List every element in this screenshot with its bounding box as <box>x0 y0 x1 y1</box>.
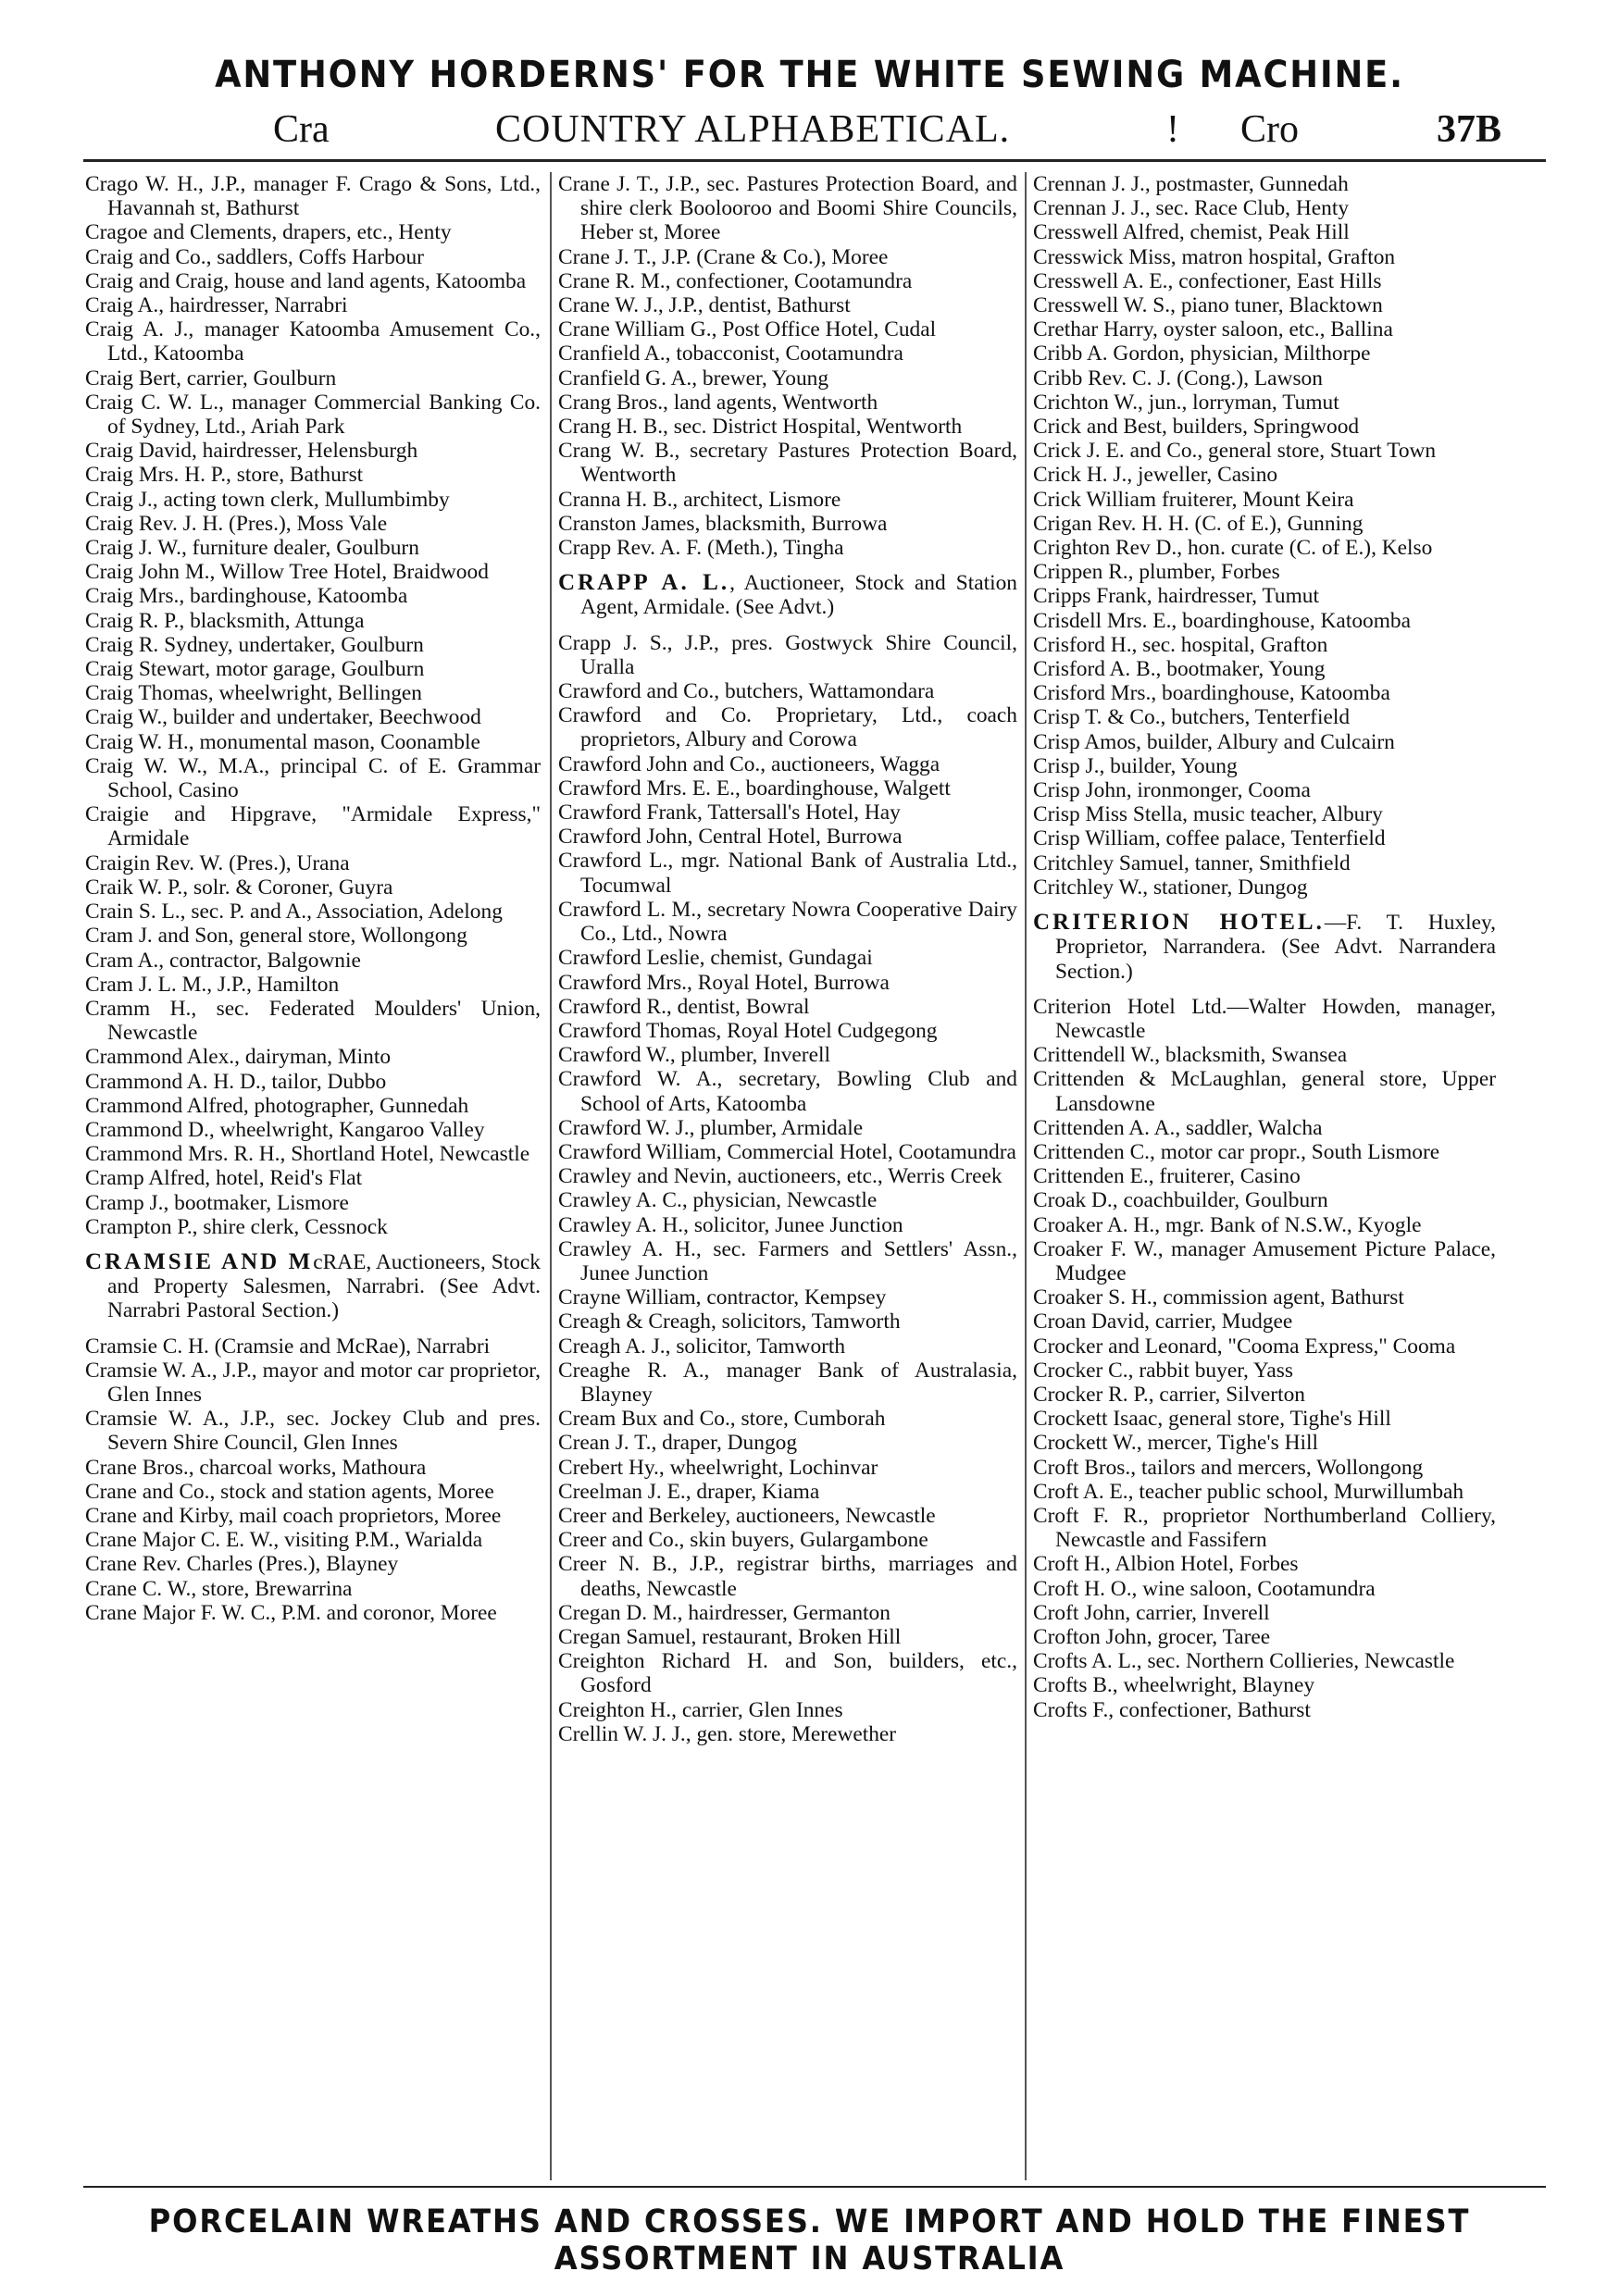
directory-entry: Crick H. J., jeweller, Casino <box>1033 463 1278 488</box>
directory-entry: Cranna H. B., architect, Lismore <box>558 487 841 512</box>
directory-entry: Creighton H., carrier, Glen Innes <box>558 1697 843 1722</box>
directory-entry: Crawford L. M., secretary Nowra Cooperative Dairy Co., Ltd., Nowra <box>558 897 1017 947</box>
directory-entry: Critchley W., stationer, Dungog <box>1033 875 1308 900</box>
directory-entry: Crane Major C. E. W., visiting P.M., Warialda <box>85 1528 483 1553</box>
directory-entry: Crittendell W., blacksmith, Swansea <box>1033 1043 1348 1068</box>
directory-entry: Crawley A. H., solicitor, Junee Junction <box>558 1212 903 1237</box>
directory-entry: Crane Major F. W. C., P.M. and coronor, Moree <box>85 1600 497 1625</box>
directory-entry: Crago W. H., J.P., manager F. Crago & Sons, Ltd., Havannah st, Bathurst <box>85 172 541 221</box>
column-divider <box>550 172 552 2180</box>
directory-entry: Crofts B., wheelwright, Blayney <box>1033 1673 1315 1698</box>
directory-entry: Crick and Best, builders, Springwood <box>1033 415 1360 440</box>
directory-entry: Crane W. J., J.P., dentist, Bathurst <box>558 293 851 318</box>
directory-entry: Crang W. B., secretary Pastures Protection Board, Wentworth <box>558 439 1017 488</box>
directory-entry: Crocker and Leonard, "Cooma Express," Cooma <box>1033 1334 1456 1359</box>
directory-entry: Craig John M., Willow Tree Hotel, Braidwood <box>85 560 489 585</box>
directory-entry: Crighton Rev D., hon. curate (C. of E.), Kelso <box>1033 536 1433 561</box>
directory-entry: Crennan J. J., sec. Race Club, Henty <box>1033 196 1350 221</box>
directory-entry: Cregan D. M., hairdresser, Germanton <box>558 1600 890 1625</box>
directory-entry: Cramp J., bootmaker, Lismore <box>85 1190 349 1215</box>
directory-entry: Crawford Frank, Tattersall's Hotel, Hay <box>558 800 901 825</box>
directory-entry: Croaker F. W., manager Amusement Picture Palace, Mudgee <box>1033 1236 1496 1285</box>
directory-entry: Cramp Alfred, hotel, Reid's Flat <box>85 1166 363 1191</box>
directory-entry: Crammond Alfred, photographer, Gunnedah <box>85 1093 469 1118</box>
directory-entry: Creer and Co., skin buyers, Gulargambone <box>558 1528 928 1553</box>
directory-entry: Cragoe and Clements, drapers, etc., Henty <box>85 220 452 245</box>
directory-entry: Crane J. T., J.P. (Crane & Co.), Moree <box>558 244 889 269</box>
directory-entry: Crane Rev. Charles (Pres.), Blayney <box>85 1552 399 1577</box>
directory-entry: Crang Bros., land agents, Wentworth <box>558 390 878 415</box>
directory-entry: Crane William G., Post Office Hotel, Cudal <box>558 317 937 342</box>
directory-entry: Cram A., contractor, Balgownie <box>85 948 361 973</box>
directory-entry: Crisp Miss Stella, music teacher, Albury <box>1033 802 1383 827</box>
directory-entry: Craig J., acting town clerk, Mullumbimby <box>85 487 450 512</box>
directory-entry: Crick William fruiterer, Mount Keira <box>1033 487 1354 512</box>
header-range-end: Cro <box>1240 108 1299 151</box>
directory-entry: Crisp Amos, builder, Albury and Culcairn <box>1033 729 1395 754</box>
directory-entry: Cresswell A. E., confectioner, East Hills <box>1033 268 1382 293</box>
directory-entry: Croak D., coachbuilder, Goulburn <box>1033 1188 1328 1213</box>
directory-entry: Craigie and Hipgrave, "Armidale Express," Armidale <box>85 802 541 851</box>
directory-entry: Creighton Richard H. and Son, builders, etc., Gosford <box>558 1649 1017 1698</box>
header-rule <box>83 159 1546 162</box>
directory-entry: Croft H., Albion Hotel, Forbes <box>1033 1552 1299 1577</box>
directory-entry: Crick J. E. and Co., general store, Stuart Town <box>1033 439 1437 464</box>
directory-entry: Crawford Mrs. E. E., boardinghouse, Walgett <box>558 776 951 800</box>
directory-entry: Creaghe R. A., manager Bank of Australasia, Blayney <box>558 1358 1017 1407</box>
directory-entry: Croft H. O., wine saloon, Cootamundra <box>1033 1576 1376 1601</box>
directory-entry: Crofton John, grocer, Taree <box>1033 1624 1271 1649</box>
directory-entry: Craig Mrs. H. P., store, Bathurst <box>85 463 364 488</box>
directory-entry: Crapp Rev. A. F. (Meth.), Tingha <box>558 536 844 561</box>
directory-entry: Crocker R. P., carrier, Silverton <box>1033 1382 1305 1407</box>
directory-entry: Craig A., hairdresser, Narrabri <box>85 293 348 318</box>
directory-entry: CRITERION HOTEL.—F. T. Huxley, Proprietor, Narrandera. (See Advt. Narrandera Section.) <box>1033 910 1496 984</box>
entry-name-bold: CRAMSIE AND M <box>85 1248 314 1274</box>
directory-entry: Craig Thomas, wheelwright, Bellingen <box>85 681 423 706</box>
directory-entry: Craigin Rev. W. (Pres.), Urana <box>85 850 350 875</box>
directory-entry: Crawford Thomas, Royal Hotel Cudgegong <box>558 1018 938 1043</box>
directory-entry: Craig W. H., monumental mason, Coonamble <box>85 729 480 754</box>
directory-entry: Craik W. P., solr. & Coroner, Guyra <box>85 875 393 900</box>
directory-entry: Craig David, hairdresser, Helensburgh <box>85 439 418 464</box>
directory-entry: Cranston James, blacksmith, Burrowa <box>558 511 888 536</box>
directory-entry: Crisp John, ironmonger, Cooma <box>1033 778 1311 803</box>
directory-entry: Cripps Frank, hairdresser, Tumut <box>1033 584 1319 609</box>
bottom-advertisement-banner: PORCELAIN WREATHS AND CROSSES. WE IMPORT AND HOLD THE FINEST ASSORTMENT IN AUSTRALIA <box>148 2203 1471 2277</box>
directory-entry: Cribb A. Gordon, physician, Milthorpe <box>1033 341 1371 366</box>
directory-entry: Crellin W. J. J., gen. store, Merewether <box>558 1721 897 1746</box>
directory-entry: Crane R. M., confectioner, Cootamundra <box>558 268 913 293</box>
directory-entry: Croft A. E., teacher public school, Murwillumbah <box>1033 1479 1464 1504</box>
directory-entry: Crennan J. J., postmaster, Gunnedah <box>1033 172 1349 196</box>
directory-entry: Crawford Leslie, chemist, Gundagai <box>558 946 873 971</box>
directory-entry: Crofts F., confectioner, Bathurst <box>1033 1697 1311 1722</box>
directory-entry: Crockett Isaac, general store, Tighe's Hill <box>1033 1407 1391 1432</box>
directory-entry: Craig and Craig, house and land agents, Katoomba <box>85 268 527 293</box>
directory-entry: Crisp T. & Co., butchers, Tenterfield <box>1033 705 1351 730</box>
directory-entry: Crittenden C., motor car propr., South Lismore <box>1033 1139 1440 1164</box>
header-range-start: Cra <box>273 108 330 151</box>
directory-entry: Crawford R., dentist, Bowral <box>558 994 810 1019</box>
page-header <box>83 107 1555 159</box>
directory-entry: Cregan Samuel, restaurant, Broken Hill <box>558 1624 902 1649</box>
directory-entry: Cresswell W. S., piano tuner, Blacktown <box>1033 293 1383 318</box>
directory-entry: Crayne William, contractor, Kempsey <box>558 1285 887 1310</box>
directory-entry: Craig R. P., blacksmith, Attunga <box>85 608 365 633</box>
directory-entry: Crawford Mrs., Royal Hotel, Burrowa <box>558 970 890 995</box>
directory-entry: Crichton W., jun., lorryman, Tumut <box>1033 390 1339 415</box>
directory-entry: Crean J. T., draper, Dungog <box>558 1431 798 1456</box>
directory-entry: Crisford H., sec. hospital, Grafton <box>1033 632 1328 657</box>
footer-rule <box>83 2186 1546 2188</box>
directory-entry: Craig W., builder and undertaker, Beechwood <box>85 705 481 730</box>
directory-entry: CRAMSIE AND McRAE, Auctioneers, Stock and Property Salesmen, Narrabri. (See Advt. Narrabri Pastoral Section.) <box>85 1248 541 1323</box>
directory-entry: Crawford L., mgr. National Bank of Australia Ltd., Tocumwal <box>558 849 1017 898</box>
directory-entry: Crane and Co., stock and station agents, Moree <box>85 1479 494 1504</box>
directory-entry: Crammond D., wheelwright, Kangaroo Valley <box>85 1117 485 1142</box>
directory-entry: Crawley and Nevin, auctioneers, etc., Werris Creek <box>558 1164 1003 1189</box>
directory-entry: Crane J. T., J.P., sec. Pastures Protection Board, and shire clerk Boolooroo and Boomi Shire Councils, Heber st, Moree <box>558 172 1017 245</box>
directory-column-1 <box>85 172 541 2180</box>
directory-entry: Craig C. W. L., manager Commercial Banking Co. of Sydney, Ltd., Ariah Park <box>85 390 541 440</box>
directory-entry: Crigan Rev. H. H. (C. of E.), Gunning <box>1033 511 1364 536</box>
directory-column-3 <box>1033 172 1496 2180</box>
page-number: 37B <box>1437 108 1502 151</box>
directory-entry: Crane C. W., store, Brewarrina <box>85 1576 353 1601</box>
directory-entry: Crittenden E., fruiterer, Casino <box>1033 1164 1301 1189</box>
directory-entry: Creagh & Creagh, solicitors, Tamworth <box>558 1309 901 1334</box>
directory-column-2 <box>558 172 1017 2180</box>
directory-entry: Cramsie C. H. (Cramsie and McRae), Narrabri <box>85 1334 491 1359</box>
directory-entry: Crawley A. C., physician, Newcastle <box>558 1188 878 1213</box>
directory-entry: Cramsie W. A., J.P., sec. Jockey Club and pres. Severn Shire Council, Glen Innes <box>85 1407 541 1456</box>
header-mark: ! <box>1166 108 1179 151</box>
directory-entry: Crawford and Co., butchers, Wattamondara <box>558 679 935 704</box>
directory-entry: Crawford William, Commercial Hotel, Cootamundra <box>558 1139 1016 1164</box>
directory-entry: Crawford W. J., plumber, Armidale <box>558 1115 864 1140</box>
directory-entry: Creagh A. J., solicitor, Tamworth <box>558 1334 846 1359</box>
directory-entry: Crockett W., mercer, Tighe's Hill <box>1033 1431 1318 1456</box>
top-advertisement-banner: ANTHONY HORDERNS' FOR THE WHITE SEWING MACHINE. <box>215 54 1404 96</box>
directory-entry: Cram J. and Son, general store, Wollongong <box>85 924 467 949</box>
directory-entry: Creelman J. E., draper, Kiama <box>558 1479 820 1504</box>
directory-entry: Crawford John and Co., auctioneers, Wagga <box>558 751 940 776</box>
directory-entry: Craig Stewart, motor garage, Goulburn <box>85 657 425 682</box>
directory-entry: Crawford and Co. Proprietary, Ltd., coach proprietors, Albury and Corowa <box>558 703 1017 752</box>
directory-entry: Croft F. R., proprietor Northumberland Colliery, Newcastle and Fassifern <box>1033 1503 1496 1553</box>
directory-entry: Crammond A. H. D., tailor, Dubbo <box>85 1069 387 1094</box>
directory-entry: Crawley A. H., sec. Farmers and Settlers' Assn., Junee Junction <box>558 1236 1017 1285</box>
directory-entry: Crammond Alex., dairyman, Minto <box>85 1045 392 1070</box>
directory-entry: Crammond Mrs. R. H., Shortland Hotel, Newcastle <box>85 1142 530 1167</box>
column-divider <box>1025 172 1027 2180</box>
directory-entry: Crisford Mrs., boardinghouse, Katoomba <box>1033 681 1390 706</box>
entry-name-bold: CRAPP A. L. <box>558 570 730 596</box>
directory-entry: Crapp J. S., J.P., pres. Gostwyck Shire Council, Uralla <box>558 630 1017 679</box>
directory-entry: Cramm H., sec. Federated Moulders' Union, Newcastle <box>85 996 541 1046</box>
directory-entry: Crisford A. B., bootmaker, Young <box>1033 657 1326 682</box>
directory-entry: Crisp J., builder, Young <box>1033 753 1238 778</box>
directory-entry: Cranfield G. A., brewer, Young <box>558 366 829 391</box>
directory-entry: Critchley Samuel, tanner, Smithfield <box>1033 850 1351 875</box>
directory-entry: CRAPP A. L., Auctioneer, Stock and Station Agent, Armidale. (See Advt.) <box>558 570 1017 620</box>
directory-entry: Cramsie W. A., J.P., mayor and motor car proprietor, Glen Innes <box>85 1358 541 1407</box>
directory-entry: Crethar Harry, oyster saloon, etc., Ballina <box>1033 317 1393 342</box>
directory-entry: Criterion Hotel Ltd.—Walter Howden, manager, Newcastle <box>1033 994 1496 1043</box>
directory-entry: Craig Bert, carrier, Goulburn <box>85 366 337 391</box>
directory-entry: Crawford John, Central Hotel, Burrowa <box>558 825 903 850</box>
directory-entry: Cranfield A., tobacconist, Cootamundra <box>558 341 903 366</box>
directory-entry: Crittenden & McLaughlan, general store, Upper Lansdowne <box>1033 1067 1496 1116</box>
entry-name-bold: CRITERION HOTEL. <box>1033 910 1325 936</box>
directory-entry: Croaker A. H., mgr. Bank of N.S.W., Kyogle <box>1033 1212 1422 1237</box>
directory-entry: Crippen R., plumber, Forbes <box>1033 560 1280 585</box>
directory-entry: Creer N. B., J.P., registrar births, marriages and deaths, Newcastle <box>558 1552 1017 1601</box>
directory-entry: Cream Bux and Co., store, Cumborah <box>558 1407 886 1432</box>
directory-entry: Craig Mrs., bardinghouse, Katoomba <box>85 584 408 609</box>
directory-entry: Crebert Hy., wheelwright, Lochinvar <box>558 1455 878 1480</box>
directory-entry: Cresswell Alfred, chemist, Peak Hill <box>1033 220 1350 245</box>
directory-entry: Craig R. Sydney, undertaker, Goulburn <box>85 632 424 657</box>
directory-entry: Cribb Rev. C. J. (Cong.), Lawson <box>1033 366 1323 391</box>
directory-entry: Creer and Berkeley, auctioneers, Newcastle <box>558 1503 936 1528</box>
directory-entry: Croft John, carrier, Inverell <box>1033 1600 1270 1625</box>
directory-entry: Craig and Co., saddlers, Coffs Harbour <box>85 244 424 269</box>
directory-entry: Craig J. W., furniture dealer, Goulburn <box>85 536 419 561</box>
page-title: COUNTRY ALPHABETICAL. <box>495 108 1011 151</box>
directory-entry: Crain S. L., sec. P. and A., Association, Adelong <box>85 900 503 925</box>
directory-entry: Crocker C., rabbit buyer, Yass <box>1033 1358 1294 1383</box>
directory-entry: Crisp William, coffee palace, Tenterfield <box>1033 826 1386 851</box>
directory-entry: Craig A. J., manager Katoomba Amusement Co., Ltd., Katoomba <box>85 317 541 366</box>
directory-entry: Cram J. L. M., J.P., Hamilton <box>85 972 340 997</box>
directory-entry: Craig Rev. J. H. (Pres.), Moss Vale <box>85 511 388 536</box>
directory-entry: Crawford W. A., secretary, Bowling Club and School of Arts, Katoomba <box>558 1067 1017 1116</box>
directory-entry: Crawford W., plumber, Inverell <box>558 1043 830 1068</box>
directory-entry: Crittenden A. A., saddler, Walcha <box>1033 1115 1323 1140</box>
directory-entry: Crampton P., shire clerk, Cessnock <box>85 1214 388 1239</box>
directory-entry: Craig W. W., M.A., principal C. of E. Grammar School, Casino <box>85 753 541 803</box>
directory-entry: Crang H. B., sec. District Hospital, Wentworth <box>558 415 963 440</box>
directory-entry: Crane Bros., charcoal works, Mathoura <box>85 1455 427 1480</box>
directory-entry: Cresswick Miss, matron hospital, Grafton <box>1033 244 1396 269</box>
directory-entry: Crisdell Mrs. E., boardinghouse, Katoomba <box>1033 608 1411 633</box>
directory-entry: Croft Bros., tailors and mercers, Wollongong <box>1033 1455 1424 1480</box>
directory-entry: Crofts A. L., sec. Northern Collieries, Newcastle <box>1033 1649 1455 1674</box>
directory-entry: Croan David, carrier, Mudgee <box>1033 1309 1293 1334</box>
directory-entry: Croaker S. H., commission agent, Bathurst <box>1033 1285 1404 1310</box>
directory-entry: Crane and Kirby, mail coach proprietors, Moree <box>85 1503 502 1528</box>
